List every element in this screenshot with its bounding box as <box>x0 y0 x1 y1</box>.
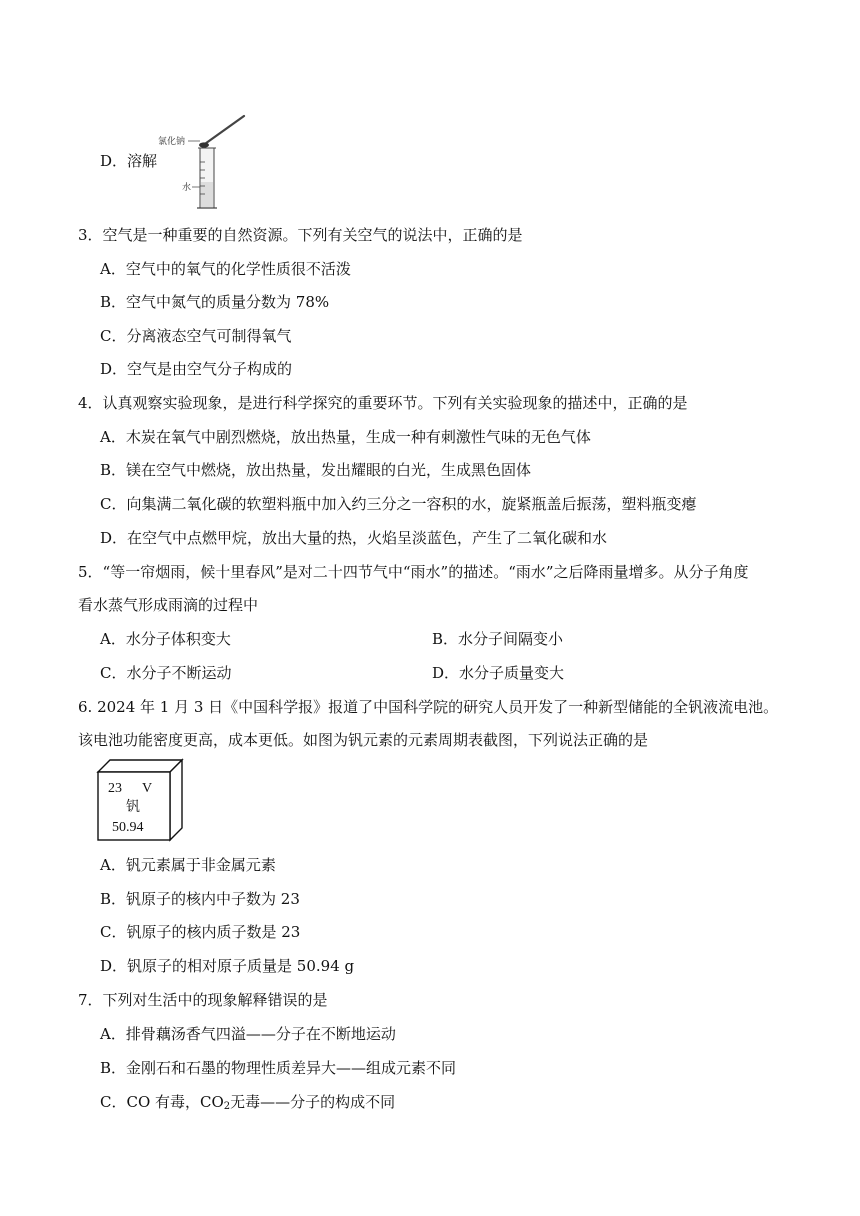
atomic-mass: 50.94 <box>112 820 144 835</box>
q3-option-b: B．空气中氮气的质量分数为 78% <box>100 293 330 311</box>
q7-option-c <box>100 1092 395 1117</box>
vanadium-element-cell <box>96 758 186 842</box>
q5-option-b: B．水分子间隔变小 <box>432 630 564 648</box>
q6-option-b: B．钒原子的核内中子数为 23 <box>100 890 300 908</box>
q6-stem-line2: 该电池功能密度更高，成本更低。如图为钒元素的元素周期表截图，下列说法正确的是 <box>78 731 649 749</box>
q6-stem-line1: 6. 2024 年 1 月 3 日《中国科学报》报道了中国科学院的研究人员开发了一种新型储能的全钒液流电池。 <box>78 698 779 716</box>
q7-stem: 7．下列对生活中的现象解释错误的是 <box>78 991 328 1009</box>
water-label: 水 <box>182 183 192 193</box>
q7-option-b: B．金刚石和石墨的物理性质差异大——组成元素不同 <box>100 1059 457 1077</box>
q4-stem: 4．认真观察实验现象，是进行科学探究的重要环节。下列有关实验现象的描述中，正确的是 <box>78 394 688 412</box>
q5-option-a: A．水分子体积变大 <box>100 630 231 648</box>
q4-option-c: C．向集满二氧化碳的软塑料瓶中加入约三分之一容积的水，旋紧瓶盖后振荡，塑料瓶变瘪 <box>100 495 697 513</box>
q4-option-a: A．木炭在氧气中剧烈燃烧，放出热量，生成一种有刺激性气味的无色气体 <box>100 428 591 446</box>
q7-option-c-subscript: 2 <box>223 1101 231 1112</box>
q7-option-c-part2: 无毒——分子的构成不同 <box>230 1093 396 1111</box>
q7-option-c-part1: C．CO 有毒，CO <box>100 1093 224 1111</box>
q3-option-d: D．空气是由空气分子构成的 <box>100 360 293 378</box>
q5-stem-line2: 看水蒸气形成雨滴的过程中 <box>78 596 259 614</box>
element-symbol: V <box>142 781 153 796</box>
q4-option-d: D．在空气中点燃甲烷，放出大量的热，火焰呈淡蓝色，产生了二氧化碳和水 <box>100 529 608 547</box>
atomic-number: 23 <box>108 781 122 796</box>
nacl-label: 氯化钠 <box>158 137 186 147</box>
q5-stem-line1: 5．“等一帘烟雨，候十里春风”是对二十四节气中“雨水”的描述。“雨水”之后降雨量增多。从分子角度 <box>78 563 749 581</box>
q7-option-a: A．排骨藕汤香气四溢——分子在不断地运动 <box>100 1025 396 1043</box>
q5-option-d: D．水分子质量变大 <box>432 664 565 682</box>
q4-option-b: B．镁在空气中燃烧，放出热量，发出耀眼的白光，生成黑色固体 <box>100 461 532 479</box>
q6-option-d: D．钒原子的相对原子质量是 50.94 g <box>100 957 355 975</box>
q3-option-c: C．分离液态空气可制得氧气 <box>100 327 292 345</box>
q5-option-c: C．水分子不断运动 <box>100 664 232 682</box>
q3-option-a: A．空气中的氧气的化学性质很不活泼 <box>100 260 351 278</box>
q6-option-c: C．钒原子的核内质子数是 23 <box>100 923 301 941</box>
dissolving-figure <box>150 112 260 212</box>
q3-stem: 3．空气是一种重要的自然资源。下列有关空气的说法中，正确的是 <box>78 226 523 244</box>
element-name: 钒 <box>126 800 140 815</box>
q6-option-a: A．钒元素属于非金属元素 <box>100 856 276 874</box>
q2-option-d: D．溶解 <box>100 152 158 170</box>
